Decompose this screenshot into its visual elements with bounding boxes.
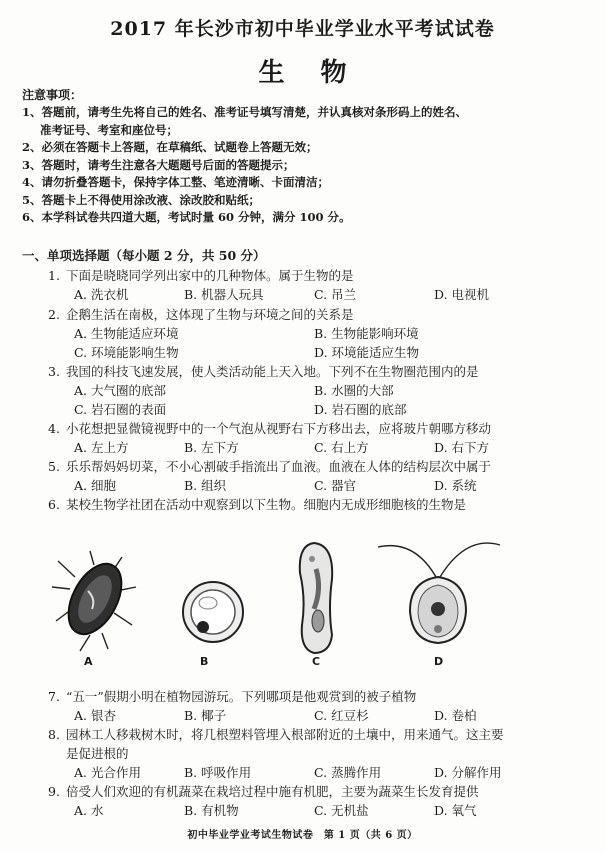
- question-number: 3.: [48, 364, 60, 379]
- question-7: [48, 687, 593, 705]
- option-d[interactable]: D. 分解作用: [434, 765, 502, 780]
- question-stem: 园林工人移栽树木时，将几根塑料管埋入根部附近的土壤中，用来通气。这主要: [66, 727, 504, 742]
- question-number: 6.: [48, 497, 60, 512]
- notice-item: 6、本学科试卷共四道大题，考试时量 60 分钟，满分 100 分。: [22, 210, 351, 224]
- exam-title: 2017 年长沙市初中毕业学业水平考试试卷: [110, 18, 495, 40]
- question-stem: 小花想把显微镜视野中的一个气泡从视野右下方移出去，应将玻片朝哪方移动: [66, 421, 492, 436]
- yeast-figure: [178, 577, 248, 647]
- option-c[interactable]: C. 蒸腾作用: [314, 765, 382, 780]
- question-number: 9.: [48, 784, 60, 799]
- question-number: 2.: [48, 307, 60, 322]
- option-a[interactable]: A. 细胞: [74, 478, 116, 493]
- option-b[interactable]: B. 生物能影响环境: [314, 326, 419, 341]
- question-stem: 某校生物学社团在活动中观察到以下生物。细胞内无成形细胞核的生物是: [66, 497, 467, 512]
- chlamydomonas-figure: [374, 525, 504, 651]
- question-stem: “五一”假期小明在植物园游玩。下列哪项是他观赏到的被子植物: [66, 689, 417, 704]
- section-heading: 一、单项选择题（每小题 2 分，共 50 分）: [22, 248, 266, 263]
- figure-label-a: A: [84, 655, 93, 668]
- option-d[interactable]: D. 右下方: [434, 440, 490, 455]
- question-4: [48, 419, 593, 437]
- option-b[interactable]: B. 呼吸作用: [184, 765, 252, 780]
- option-c[interactable]: C. 器官: [314, 478, 357, 493]
- figure-label-b: B: [200, 655, 209, 668]
- notice-item: 4、请勿折叠答题卡，保持字体工整、笔迹清晰、卡面清洁；: [22, 175, 329, 189]
- option-d[interactable]: D. 环境能适应生物: [314, 345, 420, 360]
- question-6: [48, 495, 593, 513]
- option-c[interactable]: C. 红豆杉: [314, 708, 369, 723]
- option-b[interactable]: B. 椰子: [184, 708, 227, 723]
- question-9: [48, 782, 593, 800]
- question-2: [48, 305, 593, 323]
- page-footer: 初中毕业学业考试生物试卷 第 1 页（共 6 页）: [187, 830, 418, 841]
- question-5: [48, 457, 593, 475]
- option-d[interactable]: D. 电视机: [434, 287, 490, 302]
- question-8: [48, 725, 593, 743]
- figure-label-d: D: [434, 655, 444, 668]
- option-a[interactable]: A. 水: [74, 803, 104, 818]
- notice-item: 5、答题卡上不得使用涂改液、涂改胶和贴纸；: [22, 192, 260, 207]
- question-3: [48, 362, 593, 380]
- option-c[interactable]: C. 无机盐: [314, 803, 369, 818]
- subject-title: 生物: [258, 58, 383, 88]
- question-stem: 我国的科技飞速发展，使人类活动能上天入地。下列不在生物圈范围内的是: [66, 364, 479, 379]
- question-stem: 乐乐帮妈妈切菜，不小心割破手指流出了血液。血液在人体的结构层次中属于: [66, 459, 492, 474]
- option-a[interactable]: A. 洗衣机: [74, 287, 129, 302]
- option-a[interactable]: A. 左上方: [74, 440, 129, 455]
- option-d[interactable]: D. 系统: [434, 478, 477, 493]
- question-number: 7.: [48, 689, 60, 704]
- question-number: 8.: [48, 727, 60, 742]
- option-c[interactable]: C. 环境能影响生物: [74, 345, 179, 360]
- question-stem: 企鹅生活在南极，这体现了生物与环境之间的关系是: [66, 307, 354, 322]
- organism-figures: [40, 525, 560, 675]
- option-b[interactable]: B. 水圈的大部: [314, 383, 394, 398]
- option-b[interactable]: B. 机器人玩具: [184, 287, 264, 302]
- question-stem: 下面是晓晓同学列出家中的几种物体。属于生物的是: [66, 268, 354, 283]
- option-b[interactable]: B. 有机物: [184, 803, 239, 818]
- figure-label-c: C: [312, 655, 321, 668]
- question-stem: 倍受人们欢迎的有机蔬菜在栽培过程中施有机肥，主要为蔬菜生长发育提供: [66, 784, 479, 799]
- question-8-continued: [66, 744, 605, 762]
- notice-list: [22, 104, 592, 227]
- question-1: [48, 266, 593, 284]
- option-d[interactable]: D. 卷柏: [434, 708, 477, 723]
- notice-item: 2、必须在答题卡上答题，在草稿纸、试题卷上答题无效；: [22, 140, 318, 154]
- notice-heading: 注意事项：: [22, 88, 83, 102]
- bacterium-figure: [50, 547, 140, 657]
- question-stem-continued: 是促进根的: [66, 746, 129, 761]
- option-b[interactable]: B. 左下方: [184, 440, 239, 455]
- option-a[interactable]: A. 大气圈的底部: [74, 383, 166, 398]
- option-a[interactable]: A. 光合作用: [74, 765, 141, 780]
- option-a[interactable]: A. 银杏: [74, 708, 116, 723]
- question-number: 1.: [48, 268, 60, 283]
- option-a[interactable]: A. 生物能适应环境: [74, 326, 179, 341]
- notice-item: 3、答题时，请考生注意各大题题号后面的答题提示；: [22, 157, 295, 172]
- option-d[interactable]: D. 氧气: [434, 803, 477, 818]
- option-d[interactable]: D. 岩石圈的底部: [314, 402, 407, 417]
- question-number: 5.: [48, 459, 60, 474]
- question-number: 4.: [48, 421, 60, 436]
- notice-item: 1、答题前，请考生先将自己的姓名、准考证号填写清楚，并认真核对条形码上的姓名、: [22, 105, 467, 119]
- notice-item: 准考证号、考室和座位号；: [40, 122, 178, 137]
- option-c[interactable]: C. 右上方: [314, 440, 369, 455]
- option-c[interactable]: C. 吊兰: [314, 287, 357, 302]
- option-c[interactable]: C. 岩石圈的表面: [74, 402, 167, 417]
- paramecium-figure: [292, 539, 342, 657]
- option-b[interactable]: B. 组织: [184, 478, 227, 493]
